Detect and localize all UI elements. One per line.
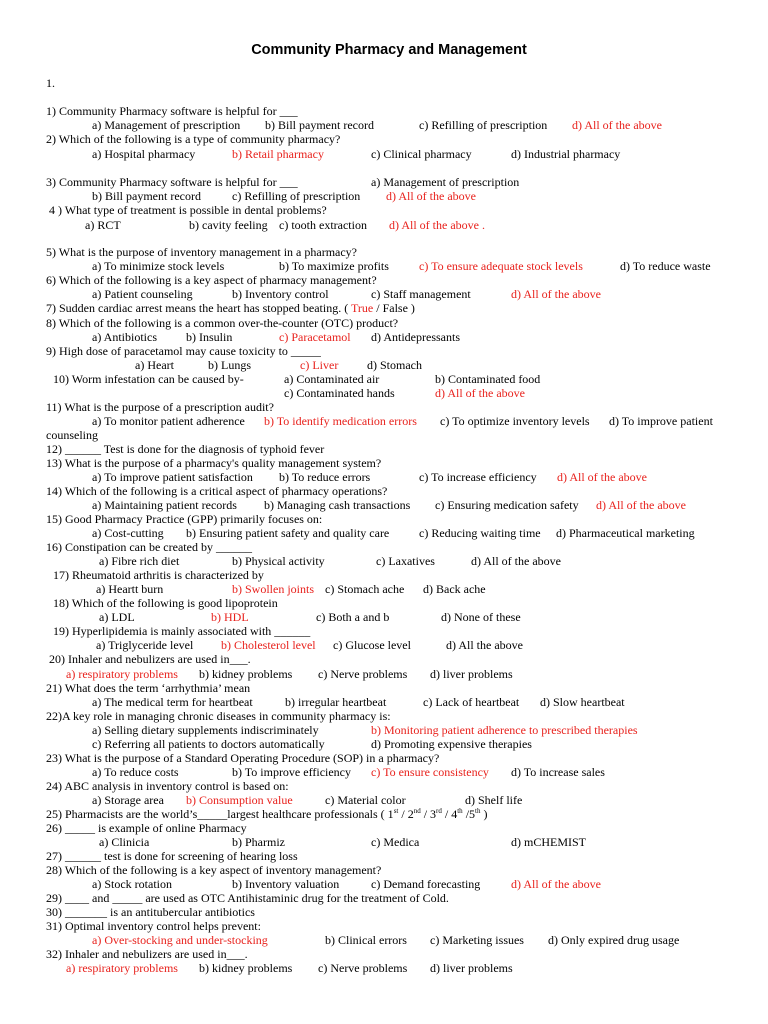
question-3: 3) Community Pharmacy software is helpful for ___ bbox=[46, 175, 298, 189]
q2-option-d: d) Industrial pharmacy bbox=[511, 147, 621, 161]
q10-option-d-answer: d) All of the above bbox=[435, 386, 525, 400]
question-16: 16) Constipation can be created by ______ bbox=[46, 540, 252, 554]
q8-option-b: b) Insulin bbox=[186, 330, 233, 344]
q18-option-c: c) Both a and b bbox=[316, 610, 390, 624]
q25-sup-nd: nd bbox=[413, 807, 421, 815]
q4-answer-text: d) All of the above bbox=[389, 218, 479, 232]
q14-option-c: c) Ensuring medication safety bbox=[435, 498, 579, 512]
q22-option-a: a) Selling dietary supplements indiscriminately bbox=[92, 723, 319, 737]
q19-option-d: d) All the above bbox=[446, 638, 523, 652]
q20-option-b: b) kidney problems bbox=[199, 667, 293, 681]
q26-option-a: a) Clinicia bbox=[99, 835, 150, 849]
q9-option-d: d) Stomach bbox=[367, 358, 422, 372]
q31-option-b: b) Clinical errors bbox=[325, 933, 407, 947]
q7-stem-end: / False ) bbox=[373, 301, 415, 315]
q25-sup-th-4: th bbox=[457, 807, 463, 815]
q13-option-a: a) To improve patient satisfaction bbox=[92, 470, 253, 484]
q7-answer: True bbox=[351, 301, 374, 315]
q28-option-d-answer: d) All of the above bbox=[511, 877, 601, 891]
question-31: 31) Optimal inventory control helps prevent: bbox=[46, 919, 261, 933]
q10-option-c: c) Contaminated hands bbox=[284, 386, 395, 400]
q28-option-c: c) Demand forecasting bbox=[371, 877, 481, 891]
q16-option-a: a) Fibre rich diet bbox=[99, 554, 180, 568]
q22-option-d: d) Promoting expensive therapies bbox=[371, 737, 532, 751]
page-title: Community Pharmacy and Management bbox=[251, 42, 527, 58]
q1-option-c: c) Refilling of prescription bbox=[419, 118, 548, 132]
q9-option-b: b) Lungs bbox=[208, 358, 251, 372]
q22-option-c: c) Referring all patients to doctors automatically bbox=[92, 737, 325, 751]
q24-option-a: a) Storage area bbox=[92, 793, 164, 807]
q17-option-c: c) Stomach ache bbox=[325, 582, 405, 596]
q23-option-c-answer: c) To ensure consistency bbox=[371, 765, 489, 779]
question-8: 8) Which of the following is a common over-the-counter (OTC) product? bbox=[46, 316, 399, 330]
q13-option-c: c) To increase efficiency bbox=[419, 470, 537, 484]
q25-choice-5: /5 bbox=[462, 807, 476, 821]
question-1: 1) Community Pharmacy software is helpful for ___ bbox=[46, 104, 298, 118]
question-29: 29) ____ and _____ are used as OTC Antihistaminic drug for the treatment of Cold. bbox=[46, 891, 449, 905]
question-27: 27) ______ test is done for screening of hearing loss bbox=[46, 849, 298, 863]
q5-option-d: d) To reduce waste bbox=[620, 259, 711, 273]
q25-sup-th-5: th bbox=[475, 807, 481, 815]
question-23: 23) What is the purpose of a Standard Operating Procedure (SOP) in a pharmacy? bbox=[46, 751, 440, 765]
question-28: 28) Which of the following is a key aspect of inventory management? bbox=[46, 863, 382, 877]
q21-option-a: a) The medical term for heartbeat bbox=[92, 695, 253, 709]
question-20: 20) Inhaler and nebulizers are used in___. bbox=[49, 652, 251, 666]
question-32: 32) Inhaler and nebulizers are used in___. bbox=[46, 947, 248, 961]
q5-option-c-answer: c) To ensure adequate stock levels bbox=[419, 259, 583, 273]
question-9: 9) High dose of paracetamol may cause toxicity to _____ bbox=[46, 344, 321, 358]
q18-option-d: d) None of these bbox=[441, 610, 521, 624]
q3-option-a: a) Management of prescription bbox=[371, 175, 520, 189]
q11-option-d-continued: counseling bbox=[46, 428, 98, 442]
q26-option-b: b) Pharmiz bbox=[232, 835, 285, 849]
q14-option-b: b) Managing cash transactions bbox=[264, 498, 411, 512]
q2-option-a: a) Hospital pharmacy bbox=[92, 147, 196, 161]
q19-option-a: a) Triglyceride level bbox=[96, 638, 194, 652]
q25-sup-st: st bbox=[393, 807, 399, 815]
q26-option-c: c) Medica bbox=[371, 835, 420, 849]
q28-option-b: b) Inventory valuation bbox=[232, 877, 340, 891]
q2-option-b-answer: b) Retail pharmacy bbox=[232, 147, 324, 161]
q31-option-c: c) Marketing issues bbox=[430, 933, 524, 947]
q31-option-a-answer: a) Over-stocking and under-stocking bbox=[92, 933, 268, 947]
question-6: 6) Which of the following is a key aspect of pharmacy management? bbox=[46, 273, 377, 287]
q13-option-b: b) To reduce errors bbox=[279, 470, 371, 484]
q14-option-a: a) Maintaining patient records bbox=[92, 498, 237, 512]
q5-option-a: a) To minimize stock levels bbox=[92, 259, 225, 273]
q24-option-c: c) Material color bbox=[325, 793, 406, 807]
q20-option-c: c) Nerve problems bbox=[318, 667, 408, 681]
question-12: 12) ______ Test is done for the diagnosis of typhoid fever bbox=[46, 442, 325, 456]
q25-stem-end: ) bbox=[480, 807, 488, 821]
q21-option-c: c) Lack of heartbeat bbox=[423, 695, 520, 709]
question-2: 2) Which of the following is a type of community pharmacy? bbox=[46, 132, 341, 146]
q20-option-a-answer: a) respiratory problems bbox=[66, 667, 178, 681]
q15-option-b: b) Ensuring patient safety and quality care bbox=[186, 526, 390, 540]
q11-option-c: c) To optimize inventory levels bbox=[440, 414, 590, 428]
q10-option-b: b) Contaminated food bbox=[435, 372, 541, 386]
question-14: 14) Which of the following is a critical aspect of pharmacy operations? bbox=[46, 484, 388, 498]
q2-option-c: c) Clinical pharmacy bbox=[371, 147, 472, 161]
q6-option-c: c) Staff management bbox=[371, 287, 471, 301]
q25-stem: 25) Pharmacists are the world’s_____largest healthcare professionals ( 1 bbox=[46, 807, 394, 821]
q32-option-c: c) Nerve problems bbox=[318, 961, 408, 975]
q18-option-a: a) LDL bbox=[99, 610, 135, 624]
q8-option-d: d) Antidepressants bbox=[371, 330, 460, 344]
q25-choice-3: / 3 bbox=[420, 807, 437, 821]
q7-stem: 7) Sudden cardiac arrest means the heart has stopped beating. ( bbox=[46, 301, 352, 315]
q23-option-a: a) To reduce costs bbox=[92, 765, 179, 779]
q17-option-a: a) Heartt burn bbox=[96, 582, 164, 596]
q24-option-b-answer: b) Consumption value bbox=[186, 793, 293, 807]
q3-option-b: b) Bill payment record bbox=[92, 189, 201, 203]
q15-option-d: d) Pharmaceutical marketing bbox=[556, 526, 695, 540]
q4-answer-tail: . bbox=[478, 218, 485, 232]
q1-option-a: a) Management of prescription bbox=[92, 118, 241, 132]
q21-option-d: d) Slow heartbeat bbox=[540, 695, 625, 709]
q25-choice-4: / 4 bbox=[441, 807, 458, 821]
q22-option-b-answer: b) Monitoring patient adherence to prescribed therapies bbox=[371, 723, 638, 737]
q23-option-d: d) To increase sales bbox=[511, 765, 605, 779]
q4-option-a: a) RCT bbox=[85, 218, 121, 232]
q17-option-d: d) Back ache bbox=[423, 582, 486, 596]
q28-option-a: a) Stock rotation bbox=[92, 877, 172, 891]
question-4: 4 ) What type of treatment is possible in dental problems? bbox=[49, 203, 327, 217]
q23-option-b: b) To improve efficiency bbox=[232, 765, 352, 779]
question-30: 30) _______ is an antitubercular antibiotics bbox=[46, 905, 255, 919]
q14-option-d-answer: d) All of the above bbox=[596, 498, 686, 512]
question-24: 24) ABC analysis in inventory control is based on: bbox=[46, 779, 289, 793]
q11-option-a: a) To monitor patient adherence bbox=[92, 414, 245, 428]
q21-option-b: b) irregular heartbeat bbox=[285, 695, 387, 709]
question-15: 15) Good Pharmacy Practice (GPP) primarily focuses on: bbox=[46, 512, 323, 526]
q32-option-a-answer: a) respiratory problems bbox=[66, 961, 178, 975]
question-5: 5) What is the purpose of inventory management in a pharmacy? bbox=[46, 245, 358, 259]
q13-option-d-answer: d) All of the above bbox=[557, 470, 647, 484]
q26-option-d: d) mCHEMIST bbox=[511, 835, 586, 849]
q17-option-b-answer: b) Swollen joints bbox=[232, 582, 315, 596]
q9-option-a: a) Heart bbox=[135, 358, 174, 372]
q16-option-c: c) Laxatives bbox=[376, 554, 435, 568]
q3-option-c: c) Refilling of prescription bbox=[232, 189, 361, 203]
q11-option-b-answer: b) To identify medication errors bbox=[264, 414, 417, 428]
question-26: 26) _____ is example of online Pharmacy bbox=[46, 821, 247, 835]
q1-option-b: b) Bill payment record bbox=[265, 118, 374, 132]
q6-option-b: b) Inventory control bbox=[232, 287, 329, 301]
question-11: 11) What is the purpose of a prescription audit? bbox=[46, 400, 274, 414]
q25-choice-2: / 2 bbox=[398, 807, 414, 821]
q18-option-b-answer: b) HDL bbox=[211, 610, 249, 624]
q6-option-d-answer: d) All of the above bbox=[511, 287, 601, 301]
question-18: 18) Which of the following is good lipoprotein bbox=[53, 596, 278, 610]
q8-option-c-answer: c) Paracetamol bbox=[279, 330, 351, 344]
q19-option-c: c) Glucose level bbox=[333, 638, 411, 652]
q16-option-b: b) Physical activity bbox=[232, 554, 325, 568]
q15-option-a: a) Cost-cutting bbox=[92, 526, 164, 540]
q25-sup-rd: rd bbox=[436, 807, 442, 815]
question-25 bbox=[46, 807, 487, 821]
q16-option-d: d) All of the above bbox=[471, 554, 561, 568]
question-13: 13) What is the purpose of a pharmacy's quality management system? bbox=[46, 456, 382, 470]
question-19: 19) Hyperlipidemia is mainly associated with ______ bbox=[53, 624, 311, 638]
q4-option-c: c) tooth extraction bbox=[279, 218, 367, 232]
q32-option-b: b) kidney problems bbox=[199, 961, 293, 975]
q20-option-d: d) liver problems bbox=[430, 667, 513, 681]
q24-option-d: d) Shelf life bbox=[465, 793, 523, 807]
question-10: 10) Worm infestation can be caused by- bbox=[53, 372, 244, 386]
q4-option-b: b) cavity feeling bbox=[189, 218, 268, 232]
question-21: 21) What does the term ‘arrhythmia’ mean bbox=[46, 681, 251, 695]
question-17: 17) Rheumatoid arthritis is characterized by bbox=[53, 568, 264, 582]
intro-number: 1. bbox=[46, 76, 55, 90]
q6-option-a: a) Patient counseling bbox=[92, 287, 193, 301]
q31-option-d: d) Only expired drug usage bbox=[548, 933, 680, 947]
q5-option-b: b) To maximize profits bbox=[279, 259, 389, 273]
q15-option-c: c) Reducing waiting time bbox=[419, 526, 541, 540]
question-22: 22)A key role in managing chronic diseases in community pharmacy is: bbox=[46, 709, 391, 723]
q32-option-d: d) liver problems bbox=[430, 961, 513, 975]
q19-option-b-answer: b) Cholesterol level bbox=[221, 638, 316, 652]
q3-option-d-answer: d) All of the above bbox=[386, 189, 476, 203]
question-7 bbox=[46, 301, 415, 315]
q8-option-a: a) Antibiotics bbox=[92, 330, 157, 344]
q11-option-d: d) To improve patient bbox=[609, 414, 713, 428]
q9-option-c-answer: c) Liver bbox=[300, 358, 339, 372]
q10-option-a: a) Contaminated air bbox=[284, 372, 380, 386]
q4-option-d-answer bbox=[389, 218, 485, 232]
q1-option-d-answer: d) All of the above bbox=[572, 118, 662, 132]
